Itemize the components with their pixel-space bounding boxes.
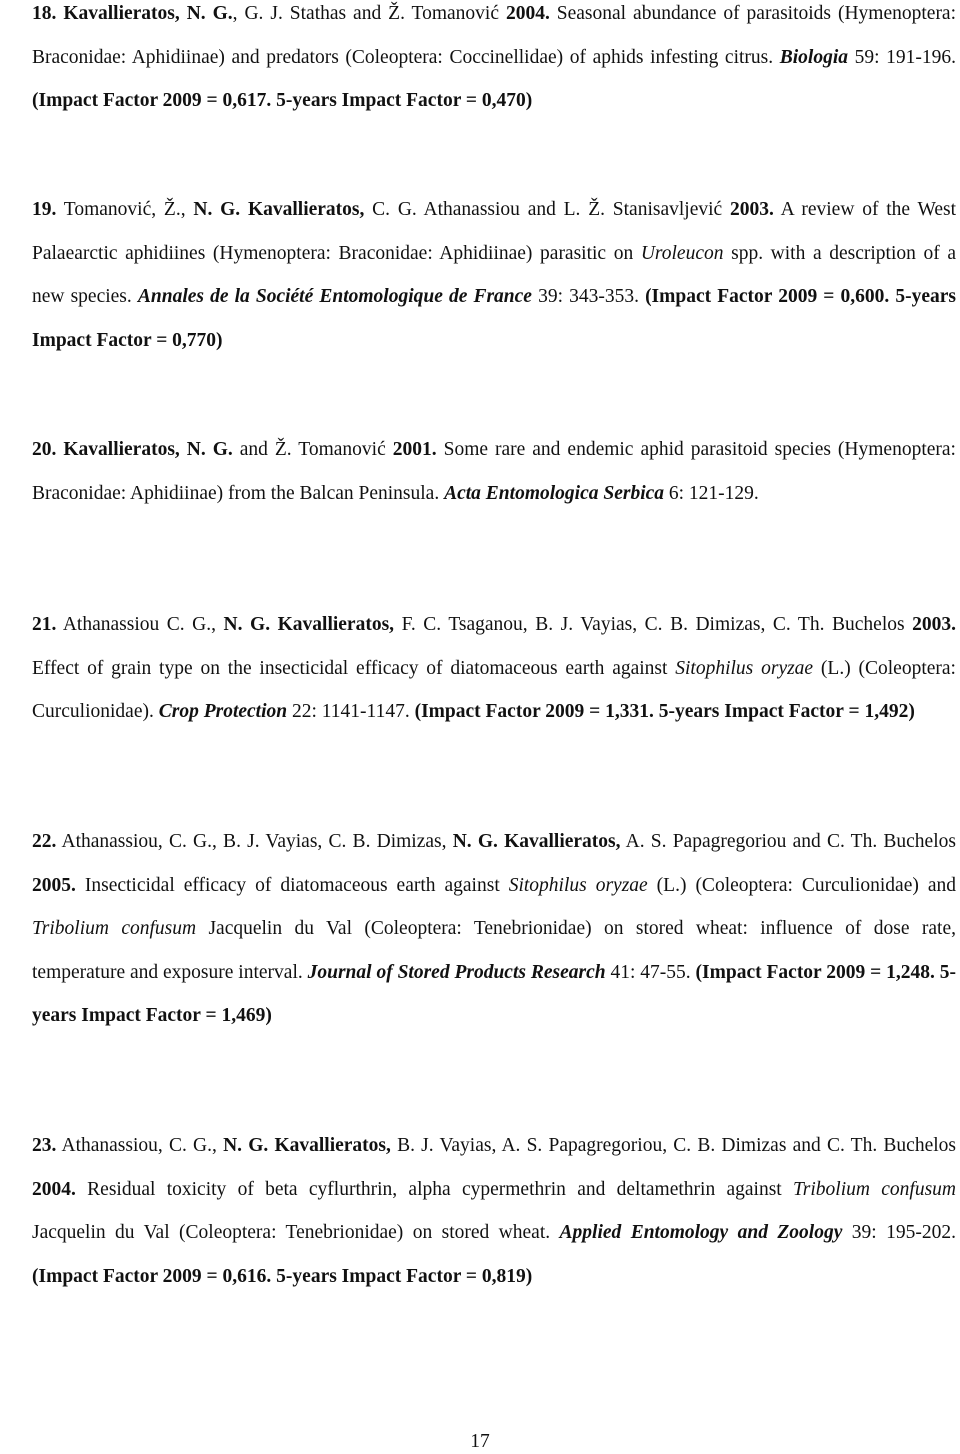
italic-text: Tribolium confusum [32, 918, 197, 939]
journal-title: Crop Protection [158, 701, 288, 722]
bold-text: N. G. Kavallieratos, [452, 831, 621, 852]
reference-18 [32, 0, 956, 123]
plain-text: 59: 191-196. [848, 46, 956, 68]
plain-text: Effect of grain type on the insecticidal efficacy of diatomaceous earth against [32, 657, 676, 679]
plain-text: Insecticidal efficacy of diatomaceous earth against [75, 874, 509, 896]
plain-text: Jacquelin du Val (Coleoptera: Tenebrionidae) on stored wheat. [32, 1222, 560, 1243]
plain-text: Athanassiou, C. G., B. J. Vayias, C. B. Dimizas, [56, 831, 453, 852]
plain-text: B. J. Vayias, A. S. Papagregoriou, C. B. Dimizas and C. Th. Buchelos [390, 1135, 956, 1156]
plain-text: Jacquelin du Val (Coleoptera: Tenebrionidae) on stored wheat: influence of dose rate, temperature and exposure interval. [32, 918, 957, 983]
reference-21 [32, 603, 956, 734]
bold-text: 2003. [729, 199, 774, 220]
plain-text: and Ž. Tomanović [232, 439, 393, 460]
plain-text: 39: 195-202. [842, 1222, 956, 1243]
bold-text: 2004. [32, 1178, 76, 1200]
bold-text: 2005. [32, 874, 76, 896]
journal-title: Applied Entomology and Zoology [559, 1222, 843, 1243]
plain-text: Some rare and endemic aphid parasitoid species (Hymenoptera: Braconidae: Aphidiinae) from the Balcan Peninsula. [32, 439, 956, 504]
journal-title: Acta Entomologica Serbica [444, 482, 665, 504]
bold-text: (Impact Factor 2009 = 1,248. 5-years Impact Factor = 1,469) [32, 961, 956, 1026]
bold-text: 22. [32, 831, 57, 852]
bold-text: (Impact Factor 2009 = 1,331. 5-years Impact Factor = 1,492) [414, 701, 915, 722]
bold-text: (Impact Factor 2009 = 0,616. 5-years Impact Factor = 0,819) [32, 1265, 533, 1287]
plain-text: 41: 47-55. [605, 961, 696, 983]
reference-20 [32, 428, 956, 515]
plain-text: (L.) (Coleoptera: Curculionidae) and [647, 874, 956, 896]
italic-text: Sitophilus oryzae [508, 874, 648, 896]
journal-title: Journal of Stored Products Research [307, 961, 606, 983]
bold-text: 23. [32, 1135, 57, 1156]
bold-text: N. G. Kavallieratos, [223, 614, 395, 635]
page-number: 17 [470, 1431, 490, 1452]
plain-text: Seasonal abundance of parasitoids (Hymenoptera: Braconidae: Aphidiinae) and predators (Coleoptera: Coccinellidae) of aphids infesting citrus. [32, 3, 957, 68]
plain-text: A. S. Papagregoriou and C. Th. Buchelos [620, 831, 956, 852]
plain-text: Athanassiou, C. G., [56, 1135, 224, 1156]
italic-text: Sitophilus oryzae [675, 657, 814, 679]
bold-text: N. G. Kavallieratos, [193, 199, 365, 220]
bold-text: 19. [32, 199, 57, 220]
plain-text: Athanassiou C. G., [56, 614, 224, 635]
plain-text: spp. with a description of a new species. [32, 242, 956, 307]
plain-text: , G. J. Stathas and [232, 3, 389, 24]
bold-text: N. G. Kavallieratos, [223, 1135, 391, 1156]
reference-19 [32, 188, 956, 362]
bold-text: 2004. [499, 3, 550, 24]
reference-22 [32, 820, 956, 1038]
bold-text: 20. Kavallieratos, N. G. [32, 439, 233, 460]
italic-text: Tribolium confusum [793, 1178, 957, 1200]
journal-title: Biologia [779, 46, 848, 68]
bold-text: 2003. [912, 614, 956, 635]
bold-text: 2001. [392, 439, 437, 460]
plain-text: F. C. Tsaganou, B. J. Vayias, C. B. Dimizas, C. Th. Buchelos [394, 614, 913, 635]
journal-title: Annales de la Société Entomologique de France [137, 286, 532, 307]
plain-text: (L.) (Coleoptera: Curculionidae). [32, 657, 956, 722]
plain-text: Ž. Tomanović [388, 3, 499, 24]
plain-text: Residual toxicity of beta cyflurthrin, alpha cypermethrin and deltamethrin against [75, 1178, 794, 1200]
bold-text: 18. Kavallieratos, N. G. [32, 3, 233, 24]
bold-text: (Impact Factor 2009 = 0,600. 5-years Impact Factor = 0,770) [32, 286, 956, 351]
plain-text: Tomanović, Ž., [56, 199, 194, 220]
plain-text: 6: 121-129. [664, 482, 759, 504]
bold-text: (Impact Factor 2009 = 0,617. 5-years Impact Factor = 0,470) [32, 90, 533, 111]
plain-text: A review of the West Palaearctic aphidiines (Hymenoptera: Braconidae: Aphidiinae) parasitic on [32, 199, 956, 264]
reference-23 [32, 1124, 956, 1298]
plain-text: C. G. Athanassiou and L. Ž. Stanisavljević [364, 199, 730, 220]
italic-text: Uroleucon [640, 242, 724, 264]
plain-text: 22: 1141-1147. [287, 701, 415, 722]
bold-text: 21. [32, 614, 57, 635]
plain-text: 39: 343-353. [531, 286, 646, 307]
